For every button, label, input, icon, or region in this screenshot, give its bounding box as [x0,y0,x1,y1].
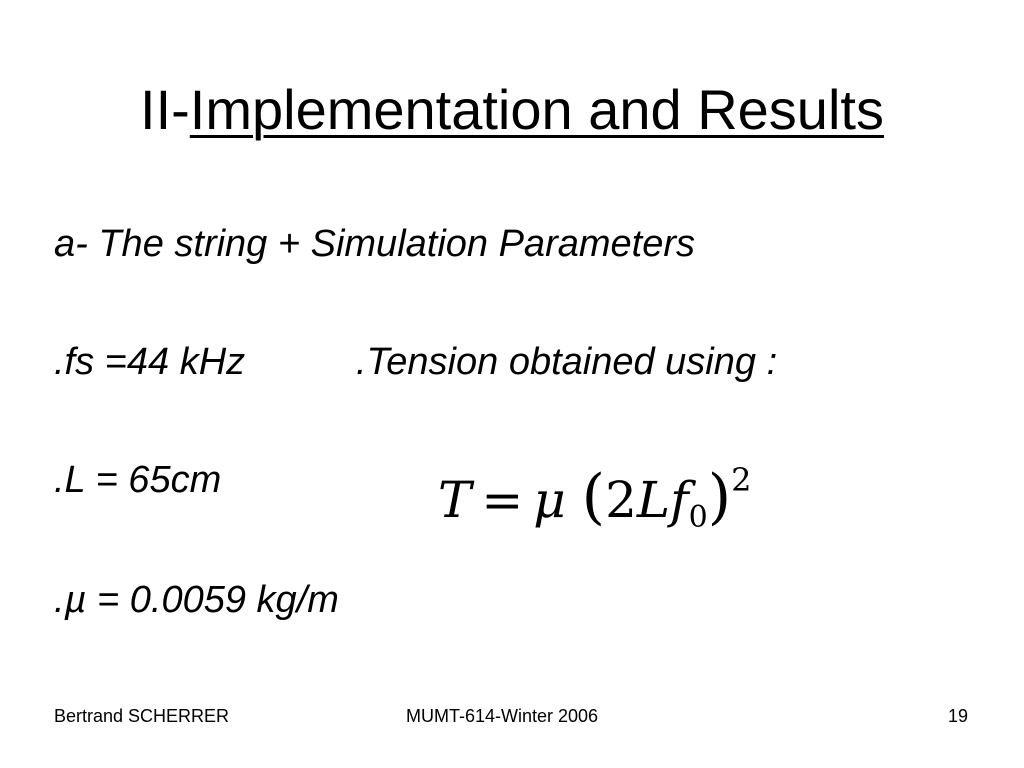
slide-title [0,78,1024,142]
param-fs: .fs =44 kHz [54,341,246,383]
footer-author: Bertrand SCHERRER [54,706,230,726]
title-main: Implementation and Results [189,78,884,141]
param-length: .L = 65cm [54,459,222,501]
param-tension-label: .Tension obtained using : [356,341,778,383]
formula-equals: = [481,471,524,529]
title-prefix: II- [140,78,190,141]
section-subheading: a- The string + Simulation Parameters [54,223,695,265]
formula-length: L [636,471,671,529]
formula-lhs: T [438,471,472,529]
formula-close-paren: ) [707,462,732,532]
tension-formula [438,444,752,554]
formula-exponent: 2 [731,461,752,499]
formula-mu: μ [533,471,566,529]
footer-course: MUMT-614-Winter 2006 [406,706,599,726]
formula-subscript: 0 [688,500,708,535]
formula-two: 2 [605,471,637,529]
param-mu: .µ = 0.0059 kg/m [54,579,339,621]
formula-frequency: f [670,471,689,529]
formula-open-paren: ( [581,462,606,532]
footer-page-number: 19 [948,706,969,726]
